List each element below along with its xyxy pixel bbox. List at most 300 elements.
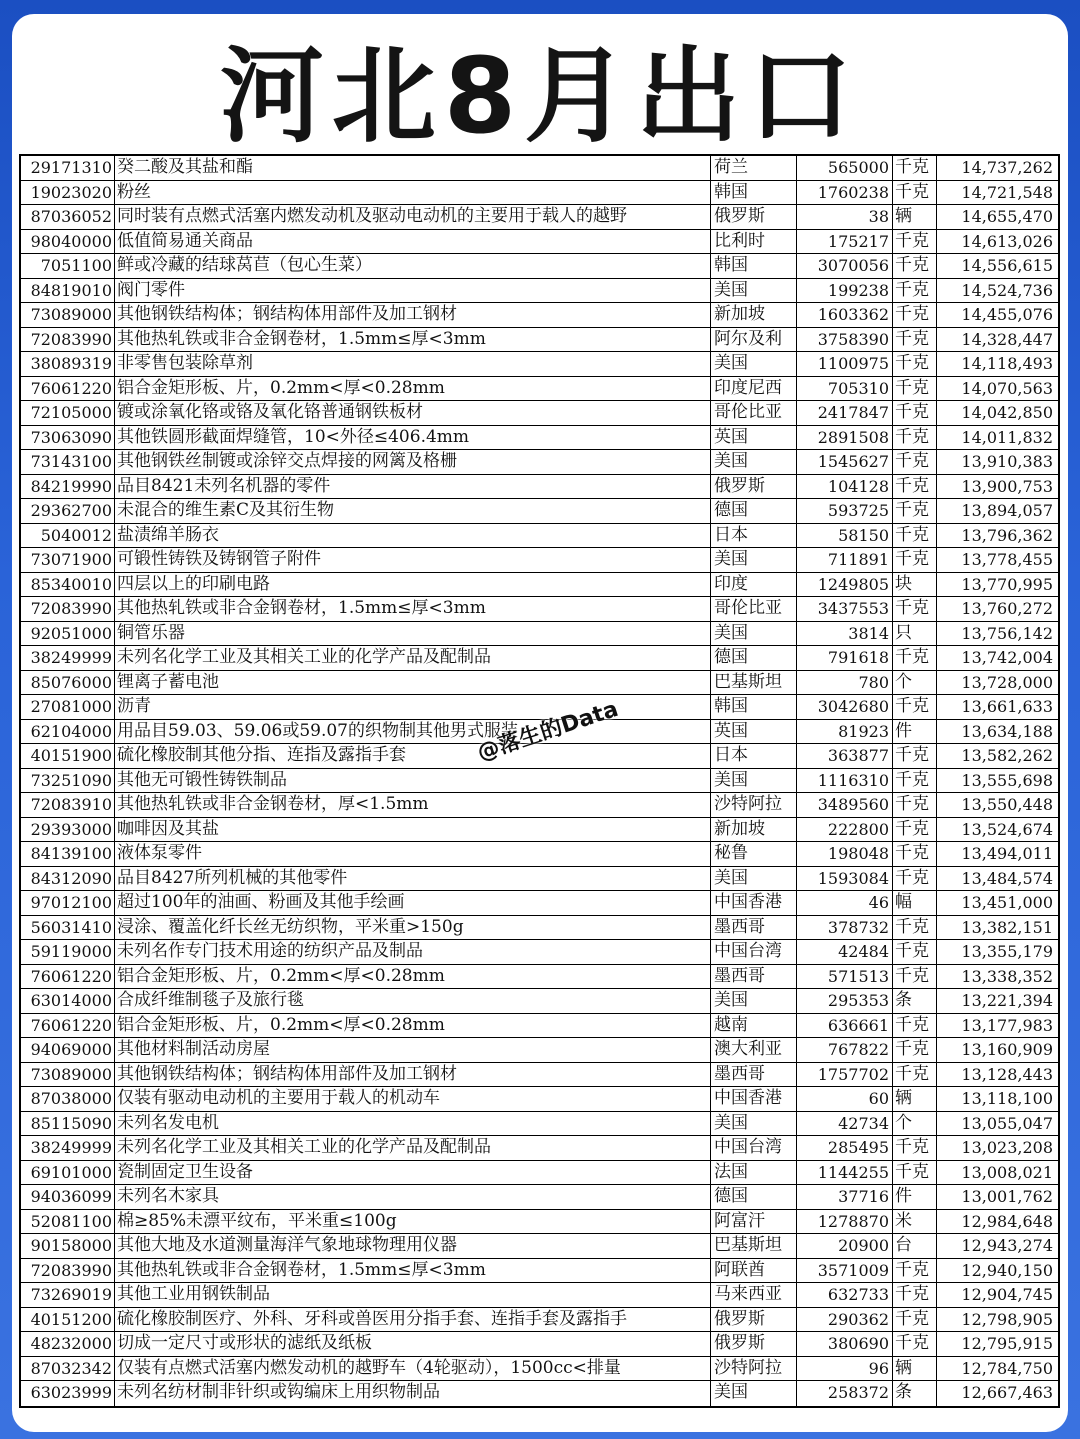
cell-name: 锂离子蓄电池 xyxy=(115,671,711,695)
cell-unit: 千克 xyxy=(893,916,937,940)
cell-value: 12,984,648 xyxy=(961,1211,1053,1231)
table-row xyxy=(21,450,1058,475)
cell-country: 沙特阿拉 xyxy=(711,793,797,817)
cell-qty: 571513 xyxy=(797,965,893,989)
cell-name: 可锻性铸铁及铸钢管子附件 xyxy=(115,548,711,572)
cell-value: 13,524,674 xyxy=(961,819,1053,839)
cell-qty: 565000 xyxy=(797,156,893,180)
table-row xyxy=(21,524,1058,549)
cell-qty: 175217 xyxy=(797,230,893,254)
cell-country: 德国 xyxy=(711,499,797,523)
cell-country: 越南 xyxy=(711,1014,797,1038)
cell-name: 未列名化学工业及其相关工业的化学产品及配制品 xyxy=(115,646,711,670)
cell-unit: 千克 xyxy=(893,328,937,352)
cell-qty: 1757702 xyxy=(797,1063,893,1087)
cell-qty: 2891508 xyxy=(797,426,893,450)
cell-value: 13,451,000 xyxy=(961,893,1053,912)
cell-country: 墨西哥 xyxy=(711,1063,797,1087)
page-title: 河北8月出口 xyxy=(219,35,861,157)
cell-unit: 千克 xyxy=(893,1038,937,1062)
cell-country: 巴基斯坦 xyxy=(711,671,797,695)
cell-value: 13,778,455 xyxy=(961,550,1053,569)
cell-country: 俄罗斯 xyxy=(711,205,797,229)
table-row xyxy=(21,1381,1058,1406)
cell-unit: 千克 xyxy=(893,646,937,670)
cell-name: 其他工业用钢铁制品 xyxy=(115,1283,711,1307)
cell-unit: 千克 xyxy=(893,867,937,891)
cell-code: 90158000 xyxy=(21,1234,115,1258)
cell-qty: 1760238 xyxy=(797,181,893,205)
table-row xyxy=(21,303,1058,328)
cell-value: 13,910,383 xyxy=(961,452,1053,471)
cell-value: 14,524,736 xyxy=(961,280,1053,300)
cell-code: 73063090 xyxy=(21,426,115,450)
cell-country: 中国香港 xyxy=(711,891,797,915)
cell-qty: 363877 xyxy=(797,744,893,768)
cell-value: 14,328,447 xyxy=(961,329,1053,349)
cell-name: 未列名发电机 xyxy=(115,1112,711,1136)
cell-unit: 千克 xyxy=(893,279,937,303)
cell-code: 72083910 xyxy=(21,793,115,817)
cell-value: 13,550,448 xyxy=(961,795,1053,814)
cell-qty: 1278870 xyxy=(797,1210,893,1234)
cell-code: 73089000 xyxy=(21,303,115,327)
cell-qty: 3070056 xyxy=(797,254,893,278)
cell-unit: 个 xyxy=(893,1112,937,1136)
table-row xyxy=(21,573,1058,598)
cell-name: 癸二酸及其盐和酯 xyxy=(115,156,711,180)
cell-country: 新加坡 xyxy=(711,303,797,327)
cell-value: 14,556,615 xyxy=(961,256,1053,275)
cell-value: 13,338,352 xyxy=(961,966,1053,986)
cell-value: 13,484,574 xyxy=(961,868,1053,888)
cell-qty: 42484 xyxy=(797,940,893,964)
table-row xyxy=(21,1161,1058,1186)
cell-qty: 222800 xyxy=(797,818,893,842)
cell-code: 97012100 xyxy=(21,891,115,915)
cell-qty: 705310 xyxy=(797,377,893,401)
cell-name: 镀或涂氧化铬或铬及氧化铬普通钢铁板材 xyxy=(115,401,711,425)
cell-value: 14,737,262 xyxy=(961,158,1053,177)
cell-value: 13,756,142 xyxy=(961,623,1053,643)
table-row xyxy=(21,989,1058,1014)
table-row xyxy=(21,426,1058,451)
cell-country: 墨西哥 xyxy=(711,916,797,940)
table-row xyxy=(21,940,1058,965)
cell-qty: 290362 xyxy=(797,1308,893,1332)
cell-code: 29171310 xyxy=(21,156,115,180)
cell-value: 14,118,493 xyxy=(961,354,1053,373)
table-row xyxy=(21,1136,1058,1161)
cell-code: 73071900 xyxy=(21,548,115,572)
cell-country: 哥伦比亚 xyxy=(711,597,797,621)
cell-value: 12,667,463 xyxy=(961,1383,1053,1402)
cell-qty: 711891 xyxy=(797,548,893,572)
cell-qty: 3042680 xyxy=(797,695,893,719)
cell-code: 84312090 xyxy=(21,867,115,891)
cell-name: 品目8427所列机械的其他零件 xyxy=(115,867,711,891)
cell-qty: 380690 xyxy=(797,1332,893,1356)
cell-name: 未混合的维生素C及其衍生物 xyxy=(115,499,711,523)
cell-country: 阿富汗 xyxy=(711,1210,797,1234)
cell-country: 印度尼西 xyxy=(711,377,797,401)
cell-name: 非零售包装除草剂 xyxy=(115,352,711,376)
cell-unit: 条 xyxy=(893,1381,937,1406)
table-row xyxy=(21,1112,1058,1137)
cell-qty: 199238 xyxy=(797,279,893,303)
cell-unit: 辆 xyxy=(893,1087,937,1111)
cell-value: 14,042,850 xyxy=(961,403,1053,422)
cell-name: 未列名化学工业及其相关工业的化学产品及配制品 xyxy=(115,1136,711,1160)
cell-name: 硫化橡胶制其他分指、连指及露指手套 xyxy=(115,744,711,768)
cell-name: 其他大地及水道测量海洋气象地球物理用仪器 xyxy=(115,1234,711,1258)
cell-unit: 千克 xyxy=(893,793,937,817)
table-row xyxy=(21,1259,1058,1284)
cell-qty: 1603362 xyxy=(797,303,893,327)
cell-country: 秘鲁 xyxy=(711,842,797,866)
watermark: @落生的Data xyxy=(474,696,622,766)
cell-code: 84819010 xyxy=(21,279,115,303)
cell-value: 12,904,745 xyxy=(961,1285,1053,1304)
cell-qty: 198048 xyxy=(797,842,893,866)
cell-unit: 米 xyxy=(893,1210,937,1234)
cell-name: 同时装有点燃式活塞内燃发动机及驱动电动机的主要用于载人的越野 xyxy=(115,205,711,229)
cell-name: 咖啡因及其盐 xyxy=(115,818,711,842)
cell-code: 73251090 xyxy=(21,769,115,793)
cell-code: 76061220 xyxy=(21,377,115,401)
cell-country: 德国 xyxy=(711,1185,797,1209)
cell-unit: 千克 xyxy=(893,769,937,793)
cell-code: 94036099 xyxy=(21,1185,115,1209)
cell-country: 巴基斯坦 xyxy=(711,1234,797,1258)
cell-code: 63023999 xyxy=(21,1381,115,1406)
cell-code: 85076000 xyxy=(21,671,115,695)
cell-value: 12,795,915 xyxy=(961,1334,1053,1353)
cell-code: 29393000 xyxy=(21,818,115,842)
cell-unit: 千克 xyxy=(893,1283,937,1307)
cell-code: 69101000 xyxy=(21,1161,115,1185)
cell-qty: 20900 xyxy=(797,1234,893,1258)
cell-country: 美国 xyxy=(711,1112,797,1136)
poster-card xyxy=(12,14,1068,1432)
table-row xyxy=(21,646,1058,671)
cell-name: 浸涂、覆盖化纤长丝无纺织物，平米重>150g xyxy=(115,916,711,940)
table-row xyxy=(21,1210,1058,1235)
cell-country: 法国 xyxy=(711,1161,797,1185)
table-row xyxy=(21,818,1058,843)
cell-qty: 96 xyxy=(797,1357,893,1381)
cell-country: 美国 xyxy=(711,867,797,891)
cell-unit: 辆 xyxy=(893,205,937,229)
cell-name: 阀门零件 xyxy=(115,279,711,303)
cell-code: 73143100 xyxy=(21,450,115,474)
cell-unit: 千克 xyxy=(893,695,937,719)
cell-value: 13,582,262 xyxy=(961,746,1053,765)
cell-value: 13,494,011 xyxy=(961,844,1053,863)
cell-qty: 1144255 xyxy=(797,1161,893,1185)
cell-country: 马来西亚 xyxy=(711,1283,797,1307)
cell-value: 13,634,188 xyxy=(961,721,1053,741)
cell-unit: 千克 xyxy=(893,842,937,866)
cell-name: 合成纤维制毯子及旅行毯 xyxy=(115,989,711,1013)
cell-country: 新加坡 xyxy=(711,818,797,842)
cell-name: 四层以上的印刷电路 xyxy=(115,573,711,597)
table-row xyxy=(21,916,1058,941)
cell-value: 12,784,750 xyxy=(961,1358,1053,1378)
table-row xyxy=(21,1332,1058,1357)
cell-qty: 3571009 xyxy=(797,1259,893,1283)
cell-unit: 件 xyxy=(893,1185,937,1209)
cell-name: 低值简易通关商品 xyxy=(115,230,711,254)
cell-code: 59119000 xyxy=(21,940,115,964)
cell-code: 19023020 xyxy=(21,181,115,205)
table-row xyxy=(21,328,1058,353)
cell-code: 84219990 xyxy=(21,475,115,499)
cell-qty: 60 xyxy=(797,1087,893,1111)
cell-value: 14,011,832 xyxy=(961,427,1053,447)
cell-code: 40151200 xyxy=(21,1308,115,1332)
table-row xyxy=(21,1234,1058,1259)
cell-country: 韩国 xyxy=(711,254,797,278)
cell-qty: 378732 xyxy=(797,916,893,940)
cell-unit: 千克 xyxy=(893,940,937,964)
cell-name: 未列名木家具 xyxy=(115,1185,711,1209)
cell-country: 美国 xyxy=(711,279,797,303)
cell-country: 俄罗斯 xyxy=(711,1332,797,1356)
cell-unit: 千克 xyxy=(893,524,937,548)
table-row xyxy=(21,181,1058,206)
cell-qty: 38 xyxy=(797,205,893,229)
cell-country: 美国 xyxy=(711,769,797,793)
cell-code: 73269019 xyxy=(21,1283,115,1307)
cell-country: 德国 xyxy=(711,646,797,670)
cell-unit: 千克 xyxy=(893,499,937,523)
cell-country: 沙特阿拉 xyxy=(711,1357,797,1381)
cell-qty: 37716 xyxy=(797,1185,893,1209)
cell-code: 72083990 xyxy=(21,1259,115,1283)
table-row xyxy=(21,769,1058,794)
cell-country: 印度 xyxy=(711,573,797,597)
cell-unit: 条 xyxy=(893,989,937,1013)
cell-code: 87036052 xyxy=(21,205,115,229)
cell-country: 英国 xyxy=(711,426,797,450)
cell-value: 13,894,057 xyxy=(961,501,1053,520)
cell-code: 85340010 xyxy=(21,573,115,597)
cell-name: 其他钢铁结构体；钢结构体用部件及加工钢材 xyxy=(115,303,711,327)
cell-code: 27081000 xyxy=(21,695,115,719)
table-row xyxy=(21,597,1058,622)
table-row xyxy=(21,793,1058,818)
cell-qty: 1100975 xyxy=(797,352,893,376)
cell-country: 中国香港 xyxy=(711,1087,797,1111)
table-row xyxy=(21,205,1058,230)
cell-value: 13,742,004 xyxy=(961,648,1053,667)
cell-country: 比利时 xyxy=(711,230,797,254)
cell-name: 其他钢铁结构体；钢结构体用部件及加工钢材 xyxy=(115,1063,711,1087)
cell-name: 沥青 xyxy=(115,695,711,719)
cell-qty: 3489560 xyxy=(797,793,893,817)
cell-code: 76061220 xyxy=(21,965,115,989)
cell-qty: 295353 xyxy=(797,989,893,1013)
cell-code: 87032342 xyxy=(21,1357,115,1381)
cell-code: 85115090 xyxy=(21,1112,115,1136)
cell-unit: 千克 xyxy=(893,426,937,450)
cell-country: 日本 xyxy=(711,744,797,768)
cell-unit: 千克 xyxy=(893,377,937,401)
cell-unit: 台 xyxy=(893,1234,937,1258)
cell-unit: 幅 xyxy=(893,891,937,915)
cell-value: 13,008,021 xyxy=(961,1162,1053,1182)
cell-country: 韩国 xyxy=(711,695,797,719)
cell-qty: 58150 xyxy=(797,524,893,548)
cell-name: 瓷制固定卫生设备 xyxy=(115,1161,711,1185)
cell-name: 其他热轧铁或非合金钢卷材，1.5mm≤厚<3mm xyxy=(115,1259,711,1283)
cell-value: 14,721,548 xyxy=(961,182,1053,202)
table-row xyxy=(21,1014,1058,1039)
cell-country: 中国台湾 xyxy=(711,940,797,964)
table-row xyxy=(21,1185,1058,1210)
cell-name: 用品目59.03、59.06或59.07的织物制其他男式服装 xyxy=(115,720,711,744)
cell-unit: 千克 xyxy=(893,818,937,842)
cell-name: 其他热轧铁或非合金钢卷材，厚<1.5mm xyxy=(115,793,711,817)
table-row xyxy=(21,891,1058,916)
cell-code: 62104000 xyxy=(21,720,115,744)
cell-value: 13,555,698 xyxy=(961,770,1053,790)
cell-value: 12,943,274 xyxy=(961,1236,1053,1255)
cell-qty: 285495 xyxy=(797,1136,893,1160)
cell-code: 56031410 xyxy=(21,916,115,940)
cell-name: 其他铁圆形截面焊缝管，10<外径≤406.4mm xyxy=(115,426,711,450)
cell-qty: 767822 xyxy=(797,1038,893,1062)
cell-name: 其他热轧铁或非合金钢卷材，1.5mm≤厚<3mm xyxy=(115,597,711,621)
cell-unit: 块 xyxy=(893,573,937,597)
cell-value: 13,661,633 xyxy=(961,697,1053,716)
cell-country: 日本 xyxy=(711,524,797,548)
cell-value: 14,655,470 xyxy=(961,207,1053,226)
cell-name: 其他无可锻性铸铁制品 xyxy=(115,769,711,793)
cell-value: 13,055,047 xyxy=(961,1113,1053,1133)
cell-qty: 1116310 xyxy=(797,769,893,793)
cell-qty: 42734 xyxy=(797,1112,893,1136)
cell-value: 13,355,179 xyxy=(961,942,1053,961)
cell-value: 12,940,150 xyxy=(961,1260,1053,1280)
cell-country: 澳大利亚 xyxy=(711,1038,797,1062)
table-row xyxy=(21,401,1058,426)
cell-qty: 46 xyxy=(797,891,893,915)
cell-value: 14,455,076 xyxy=(961,305,1053,324)
cell-country: 美国 xyxy=(711,548,797,572)
cell-qty: 81923 xyxy=(797,720,893,744)
table-row xyxy=(21,1063,1058,1088)
table-row xyxy=(21,1038,1058,1063)
cell-country: 美国 xyxy=(711,450,797,474)
table-row xyxy=(21,671,1058,696)
table-row xyxy=(21,377,1058,402)
cell-name: 其他材料制活动房屋 xyxy=(115,1038,711,1062)
cell-qty: 780 xyxy=(797,671,893,695)
cell-unit: 千克 xyxy=(893,1136,937,1160)
cell-name: 未列名作专门技术用途的纺织产品及制品 xyxy=(115,940,711,964)
cell-unit: 辆 xyxy=(893,1357,937,1381)
cell-code: 72083990 xyxy=(21,328,115,352)
cell-code: 48232000 xyxy=(21,1332,115,1356)
cell-qty: 791618 xyxy=(797,646,893,670)
cell-qty: 632733 xyxy=(797,1283,893,1307)
cell-qty: 258372 xyxy=(797,1381,893,1406)
cell-unit: 千克 xyxy=(893,352,937,376)
cell-qty: 636661 xyxy=(797,1014,893,1038)
table-row xyxy=(21,867,1058,892)
cell-code: 52081100 xyxy=(21,1210,115,1234)
cell-name: 液体泵零件 xyxy=(115,842,711,866)
cell-country: 英国 xyxy=(711,720,797,744)
cell-country: 阿尔及利 xyxy=(711,328,797,352)
table-row xyxy=(21,1308,1058,1333)
cell-code: 38249999 xyxy=(21,646,115,670)
cell-unit: 千克 xyxy=(893,181,937,205)
cell-value: 14,613,026 xyxy=(961,231,1053,251)
cell-value: 13,001,762 xyxy=(961,1187,1053,1206)
cell-country: 美国 xyxy=(711,1381,797,1406)
cell-value: 13,728,000 xyxy=(961,672,1053,692)
cell-country: 美国 xyxy=(711,352,797,376)
cell-country: 韩国 xyxy=(711,181,797,205)
cell-unit: 只 xyxy=(893,622,937,646)
cell-name: 仅装有驱动电动机的主要用于载人的机动车 xyxy=(115,1087,711,1111)
cell-code: 98040000 xyxy=(21,230,115,254)
cell-code: 73089000 xyxy=(21,1063,115,1087)
table-row xyxy=(21,965,1058,990)
cell-unit: 千克 xyxy=(893,230,937,254)
cell-value: 13,160,909 xyxy=(961,1040,1053,1059)
cell-value: 13,900,753 xyxy=(961,476,1053,496)
cell-name: 棉≥85%未漂平纹布，平米重≤100g xyxy=(115,1210,711,1234)
cell-unit: 千克 xyxy=(893,1332,937,1356)
cell-value: 13,118,100 xyxy=(961,1089,1053,1108)
table-row xyxy=(21,254,1058,279)
cell-name: 品目8421未列名机器的零件 xyxy=(115,475,711,499)
cell-unit: 千克 xyxy=(893,401,937,425)
cell-unit: 千克 xyxy=(893,450,937,474)
table-row xyxy=(21,475,1058,500)
cell-country: 哥伦比亚 xyxy=(711,401,797,425)
cell-qty: 1593084 xyxy=(797,867,893,891)
table-row xyxy=(21,1357,1058,1382)
cell-code: 63014000 xyxy=(21,989,115,1013)
cell-unit: 千克 xyxy=(893,548,937,572)
cell-name: 仅装有点燃式活塞内燃发动机的越野车（4轮驱动），1500cc<排量 xyxy=(115,1357,711,1381)
cell-name: 超过100年的油画、粉画及其他手绘画 xyxy=(115,891,711,915)
cell-country: 墨西哥 xyxy=(711,965,797,989)
table-row xyxy=(21,622,1058,647)
cell-qty: 2417847 xyxy=(797,401,893,425)
cell-name: 硫化橡胶制医疗、外科、牙科或兽医用分指手套、连指手套及露指手 xyxy=(115,1308,711,1332)
table-row xyxy=(21,156,1058,181)
table-row xyxy=(21,230,1058,255)
cell-unit: 千克 xyxy=(893,1259,937,1283)
cell-value: 13,770,995 xyxy=(961,574,1053,594)
cell-name: 铜管乐器 xyxy=(115,622,711,646)
cell-code: 92051000 xyxy=(21,622,115,646)
cell-code: 72083990 xyxy=(21,597,115,621)
cell-value: 14,070,563 xyxy=(961,378,1053,398)
table-row xyxy=(21,499,1058,524)
cell-code: 38249999 xyxy=(21,1136,115,1160)
cell-unit: 千克 xyxy=(893,1063,937,1087)
cell-unit: 千克 xyxy=(893,1161,937,1185)
cell-qty: 593725 xyxy=(797,499,893,523)
cell-name: 其他热轧铁或非合金钢卷材，1.5mm≤厚<3mm xyxy=(115,328,711,352)
